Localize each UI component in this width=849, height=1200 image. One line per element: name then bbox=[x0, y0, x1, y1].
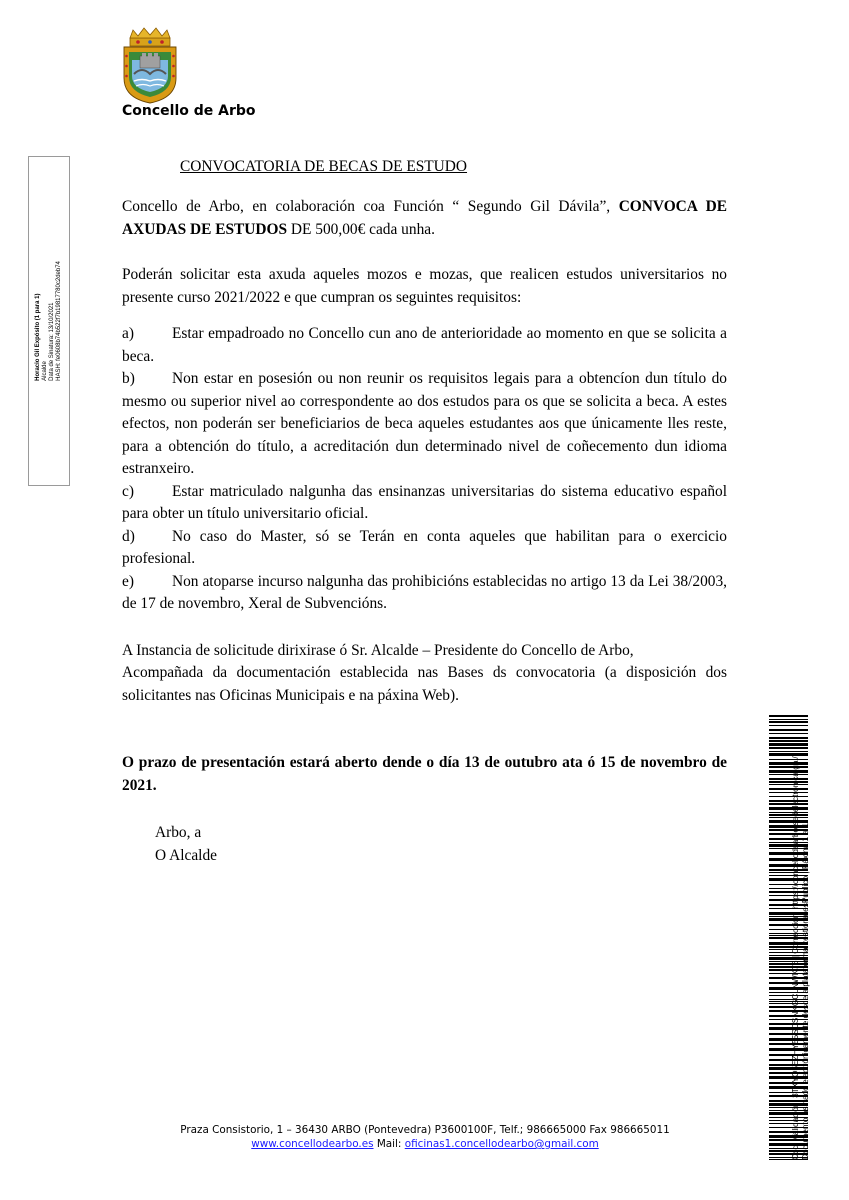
closing-place: Arbo, a bbox=[155, 824, 202, 841]
requirement-e bbox=[122, 571, 727, 616]
signature-details bbox=[35, 261, 63, 381]
requirement-text: No caso do Master, só se Terán en conta aqueles que habilitan para o exercicio profesional. bbox=[122, 527, 727, 567]
requirement-a bbox=[122, 323, 727, 368]
electronic-signature-box bbox=[28, 156, 70, 486]
requirement-d bbox=[122, 526, 727, 571]
signature-hash: HASH: fe0608b74b522f7b19817780c2deb74 bbox=[56, 261, 62, 381]
page-footer bbox=[120, 1123, 730, 1151]
mail-label: Mail: bbox=[373, 1138, 405, 1150]
intro-paragraph bbox=[122, 196, 727, 241]
footer-address: Praza Consistorio, 1 – 36430 ARBO (Pontevedra) P3600100F, Telf.; 986665000 Fax 986665011 bbox=[180, 1124, 670, 1136]
email-link[interactable]: oficinas1.concellodearbo@gmail.com bbox=[404, 1138, 599, 1150]
requirement-b bbox=[122, 368, 727, 481]
footer-contact-line bbox=[120, 1137, 730, 1151]
requirement-text: Non estar en posesión ou non reunir os requisitos legais para a obtencíon dun título do mesmo ou superior nivel ao correspondente ao dos estudos para os que se solicita a beca. A estes efectos, non poderán ser beneficiarios de beca aqueles estudantes aos que únicamente lles reste, para a obtención do título, a acreditación dun determinado nivel de coñecemento dun idioma estranxeiro. bbox=[122, 370, 727, 477]
amount-text: DE 500,00€ cada unha. bbox=[287, 220, 435, 238]
requirements-list bbox=[122, 323, 727, 616]
closing-signatory: O Alcalde bbox=[155, 847, 217, 864]
eligibility-paragraph: Poderán solicitar esta axuda aqueles mozos e mozas, que realicen estudos universitarios no presente curso 2021/2022 e que cumpran os seguintes requisitos: bbox=[122, 266, 727, 306]
requirement-label: c) bbox=[122, 482, 134, 500]
validation-platform-line: Documento asinado electrónicamente desde a plataforma xestiona esPublico | Páxina 1 a 1 bbox=[800, 822, 810, 1160]
instance-paragraph-line-1: A Instancia de solicitude dirixirase ó Sr. Alcalde – Presidente do Concello de Arbo, bbox=[122, 642, 634, 659]
intro-text: Concello de Arbo, en colaboración coa Función “ Segundo Gil Dávila”, bbox=[122, 198, 619, 215]
instance-paragraph-line-2: Acompañada da documentación establecida nas Bases ds convocatoria (a disposición dos solicitantes nas Oficinas Municipais e na páxina Web). bbox=[122, 664, 727, 704]
website-link[interactable]: www.concellodearbo.es bbox=[251, 1138, 374, 1150]
signer-role: Alcalde bbox=[42, 361, 48, 381]
requirement-label: b) bbox=[122, 370, 135, 387]
signer-name: Horacio Gil Expósito (1 para 1) bbox=[35, 293, 41, 381]
requirement-label: a) bbox=[122, 325, 134, 342]
deadline-paragraph: O prazo de presentación estará aberto dende o día 13 de outubro ata ó 15 de novembro de 2021. bbox=[122, 754, 727, 794]
validation-code-line: Cod. Validación: 3TXYQ5EZHY55SDSNKGCLNWK76 | Corrección: https://concellodearbo.sedelectronica.gal/ bbox=[790, 756, 800, 1160]
requirement-label: d) bbox=[122, 527, 135, 545]
requirement-label: e) bbox=[122, 572, 134, 590]
signature-date: Data de Sinatura: 13/10/2021 bbox=[49, 302, 55, 381]
requirement-text: Estar matriculado nalgunha das ensinanzas universitarias do sistema educativo español para obter un título universitario oficial. bbox=[122, 482, 727, 522]
closing-block bbox=[155, 821, 217, 867]
convoca-bold: CONVOCA DE AXUDAS DE ESTUDOS bbox=[122, 198, 727, 238]
requirement-text: Non atoparse incurso nalgunha das prohibicións establecidas no artigo 13 da Lei 38/2003, de 17 de novembro, Xeral de Subvencións. bbox=[122, 572, 727, 612]
requirement-text: Estar empadroado no Concello cun ano de anterioridade ao momento en que se solicita a beca. bbox=[122, 325, 727, 365]
coat-of-arms-logo bbox=[118, 26, 182, 104]
requirement-c bbox=[122, 481, 727, 526]
document-title: CONVOCATORIA DE BECAS DE ESTUDO bbox=[180, 158, 468, 175]
organization-name: Concello de Arbo bbox=[122, 103, 256, 119]
validation-text bbox=[790, 720, 820, 1160]
